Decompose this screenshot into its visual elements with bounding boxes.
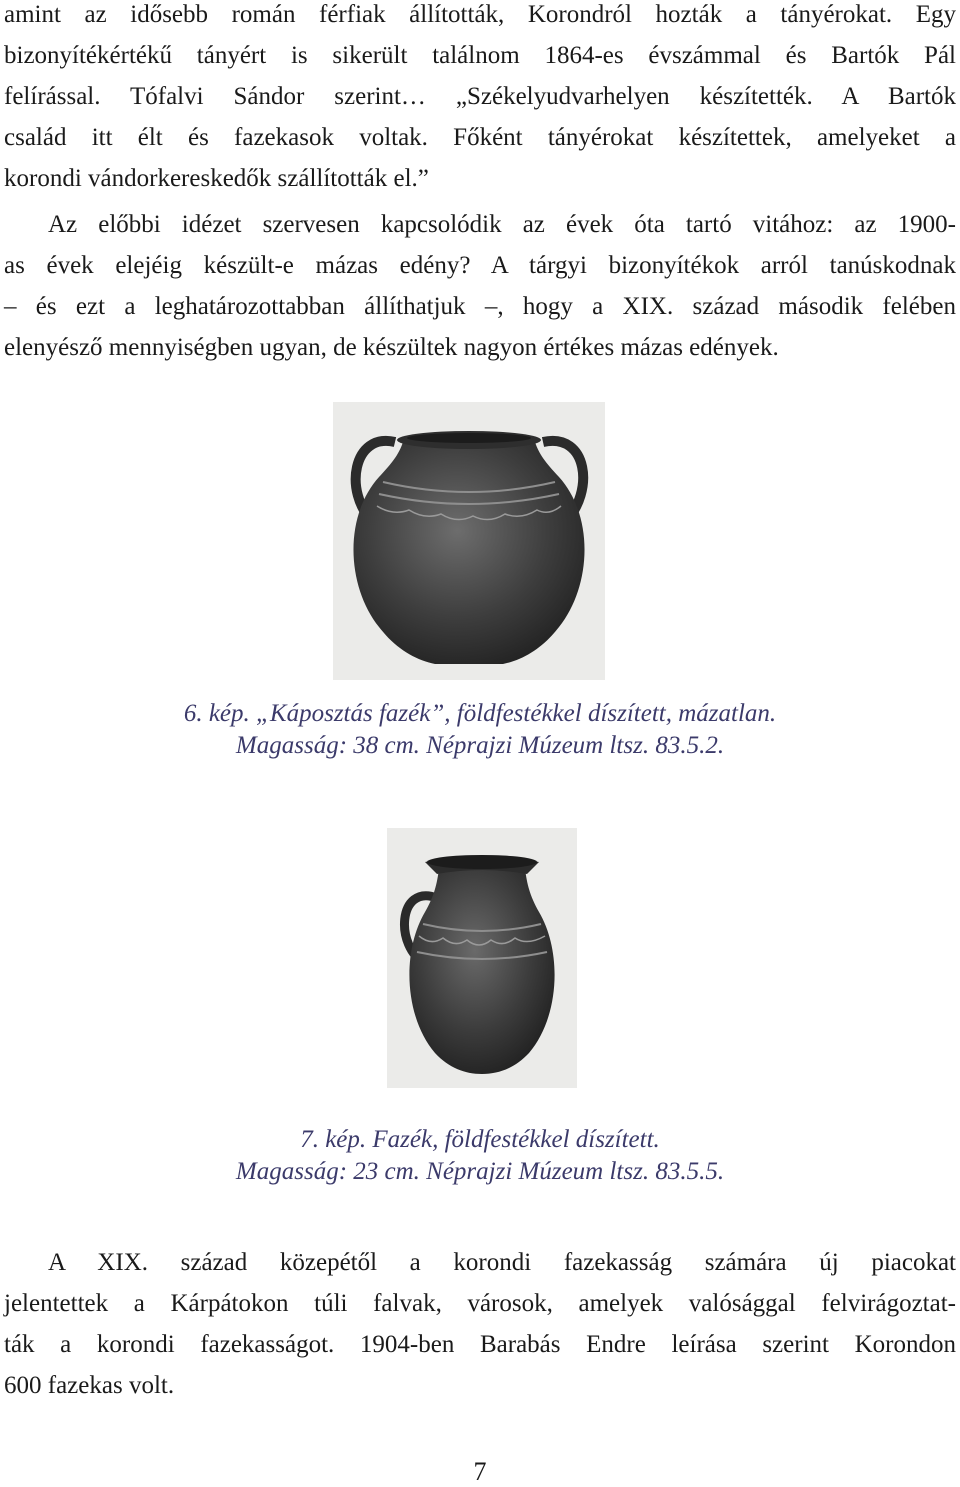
text-line: Az előbbi idézet szervesen kapcsolódik az évek óta tartó vitához: az 1900- (48, 211, 956, 238)
figure-7-photo (387, 828, 577, 1088)
text-line: ták a korondi fazekasságot. 1904-ben Barabás Endre leírása szerint Korondon (4, 1331, 956, 1358)
page-number: 7 (473, 1457, 487, 1486)
paragraph-1 (4, 0, 956, 199)
paragraph-2 (4, 204, 956, 368)
caption-line: Magasság: 23 cm. Néprajzi Múzeum ltsz. 83.5.5. (235, 1158, 725, 1185)
text-line: elenyésző mennyiségben ugyan, de készültek nagyon értékes mázas edények. (4, 334, 779, 361)
text-line: jelentettek a Kárpátokon túli falvak, városok, amelyek valósággal felvirágoztat- (4, 1290, 956, 1317)
figure-6-caption (0, 698, 960, 762)
paragraph-3 (4, 1242, 956, 1406)
text-line: család itt élt és fazekasok voltak. Főként tányérokat készítettek, amelyeket a (4, 124, 956, 151)
text-line: – és ezt a leghatározottabban állíthatjuk –, hogy a XIX. század második felében (4, 293, 956, 320)
text-line: amint az idősebb román férfiak állították, Korondról hozták a tányérokat. Egy (4, 1, 956, 28)
text-line: A XIX. század közepétől a korondi fazekasság számára új piacokat (48, 1249, 956, 1276)
pot-7-illustration (387, 828, 577, 1088)
figure-6-photo (333, 402, 605, 680)
text-line: 600 fazekas volt. (4, 1372, 175, 1399)
caption-line: 6. kép. „Káposztás fazék”, földfestékkel díszített, mázatlan. (183, 700, 777, 727)
caption-line: Magasság: 38 cm. Néprajzi Múzeum ltsz. 83.5.2. (235, 732, 725, 759)
pot-6-illustration (333, 402, 605, 680)
caption-line: 7. kép. Fazék, földfestékkel díszített. (300, 1126, 660, 1153)
text-line: felírással. Tófalvi Sándor szerint… „Székelyudvarhelyen készítették. A Bartók (4, 83, 956, 110)
text-line: korondi vándorkereskedők szállították el.” (4, 165, 429, 192)
text-line: bizonyítékértékű tányért is sikerült találnom 1864-es évszámmal és Bartók Pál (4, 42, 956, 69)
text-line: as évek elejéig készült-e mázas edény? A tárgyi bizonyítékok arról tanúskodnak (4, 252, 956, 279)
figure-7-caption (0, 1124, 960, 1188)
